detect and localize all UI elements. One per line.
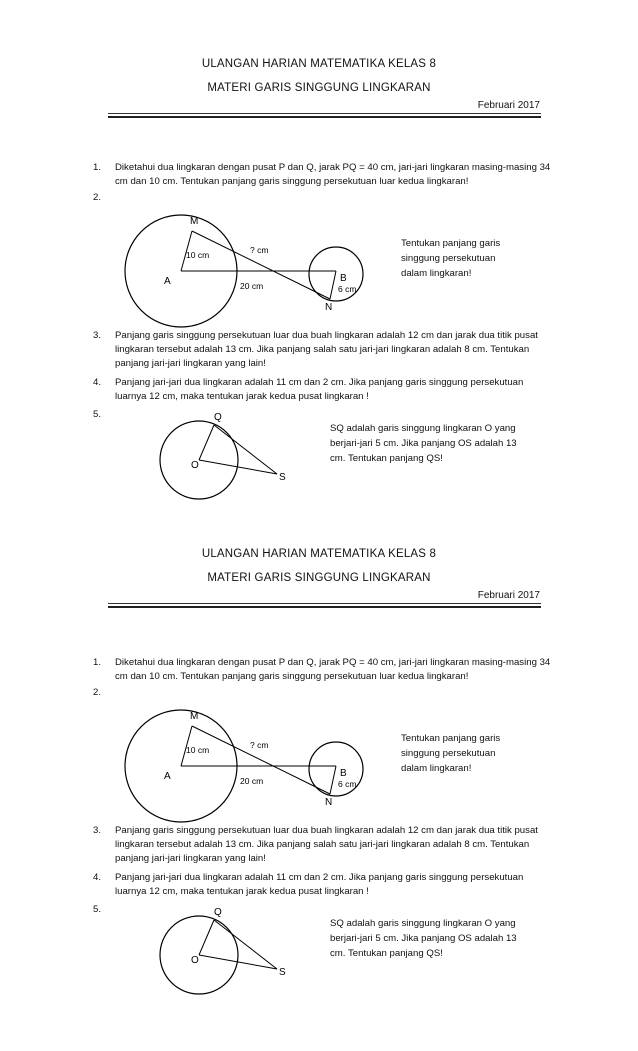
label-tangent: ? cm <box>250 740 269 750</box>
label-radius-a: 10 cm <box>186 745 210 755</box>
label-o: O <box>191 955 199 966</box>
question-text: Diketahui dua lingkaran dengan pusat P dan Q, jarak PQ = 40 cm, jari-jari lingkaran masing-masing 34 cm dan 10 cm. Tentukan panjang garis singgung persekutuan luar kedua lingkaran! <box>115 162 551 187</box>
label-o: O <box>191 460 199 471</box>
tangent-qs <box>214 425 277 474</box>
question-number: 1. <box>93 657 102 668</box>
label-radius-b: 6 cm <box>338 284 357 294</box>
label-b: B <box>340 273 347 284</box>
question-number: 4. <box>93 377 102 388</box>
question-number: 2. <box>93 687 102 698</box>
label-n: N <box>325 302 333 313</box>
figure2-instruction: Tentukan panjang garis singgung persekutuan dalam lingkaran! <box>401 733 501 774</box>
question-number: 5. <box>93 904 102 915</box>
tangent-qs <box>214 920 277 969</box>
question-number: 5. <box>93 409 102 420</box>
worksheet-date: Februari 2017 <box>477 100 540 111</box>
label-q: Q <box>214 412 222 423</box>
question-text: Panjang garis singgung persekutuan luar dua buah lingkaran adalah 12 cm dan jarak dua titik pusat lingkaran tersebut adalah 13 cm. Jika panjang salah satu jari-jari lingkaran adalah 8 cm. Tentukan panjang jari-jari lingkaran yang lain! <box>115 825 538 864</box>
label-s: S <box>279 472 286 483</box>
question-number: 4. <box>93 872 102 883</box>
label-distance: 20 cm <box>240 281 264 291</box>
worksheet-title: ULANGAN HARIAN MATEMATIKA KELAS 8 <box>201 58 437 70</box>
label-q: Q <box>214 907 222 918</box>
label-m: M <box>190 711 199 722</box>
label-radius-b: 6 cm <box>338 779 357 789</box>
worksheet-copy-1 <box>0 0 638 490</box>
label-n: N <box>325 797 333 808</box>
worksheet-subtitle: MATERI GARIS SINGGUNG LINGKARAN <box>207 82 431 94</box>
worksheet-subtitle: MATERI GARIS SINGGUNG LINGKARAN <box>207 572 431 584</box>
label-radius-a: 10 cm <box>186 250 210 260</box>
tangent-circle-figure <box>0 0 638 490</box>
label-a: A <box>164 276 171 287</box>
question-number: 3. <box>93 330 102 341</box>
question-text: Diketahui dua lingkaran dengan pusat P dan Q, jarak PQ = 40 cm, jari-jari lingkaran masing-masing 34 cm dan 10 cm. Tentukan panjang garis singgung persekutuan luar kedua lingkaran! <box>115 657 551 682</box>
radius-oq <box>199 920 214 955</box>
question-text: Panjang garis singgung persekutuan luar dua buah lingkaran adalah 12 cm dan jarak dua titik pusat lingkaran tersebut adalah 13 cm. Jika panjang salah satu jari-jari lingkaran adalah 8 cm. Tentukan panjang jari-jari lingkaran yang lain! <box>115 330 538 369</box>
worksheet-copy-2 <box>0 490 638 980</box>
radius-oq <box>199 425 214 460</box>
question-text: Panjang jari-jari dua lingkaran adalah 11 cm dan 2 cm. Jika panjang garis singgung persekutuan luarnya 12 cm, maka tentukan jarak kedua pusat lingkaran ! <box>115 872 524 897</box>
label-distance: 20 cm <box>240 776 264 786</box>
tangent-circle-figure <box>0 495 638 985</box>
label-b: B <box>340 768 347 779</box>
worksheet-date: Februari 2017 <box>477 590 540 601</box>
question-text: Panjang jari-jari dua lingkaran adalah 11 cm dan 2 cm. Jika panjang garis singgung persekutuan luarnya 12 cm, maka tentukan jarak kedua pusat lingkaran ! <box>115 377 524 402</box>
question-number: 1. <box>93 162 102 173</box>
question-number: 2. <box>93 192 102 203</box>
figure5-instruction: SQ adalah garis singgung lingkaran O yang berjari-jari 5 cm. Jika panjang OS adalah 13 cm. Tentukan panjang QS! <box>330 918 517 959</box>
worksheet-title: ULANGAN HARIAN MATEMATIKA KELAS 8 <box>201 548 437 560</box>
question-number: 3. <box>93 825 102 836</box>
label-tangent: ? cm <box>250 245 269 255</box>
label-a: A <box>164 771 171 782</box>
label-s: S <box>279 967 286 978</box>
label-m: M <box>190 216 199 227</box>
figure5-instruction: SQ adalah garis singgung lingkaran O yang berjari-jari 5 cm. Jika panjang OS adalah 13 cm. Tentukan panjang QS! <box>330 423 517 464</box>
figure2-instruction: Tentukan panjang garis singgung persekutuan dalam lingkaran! <box>401 238 501 279</box>
